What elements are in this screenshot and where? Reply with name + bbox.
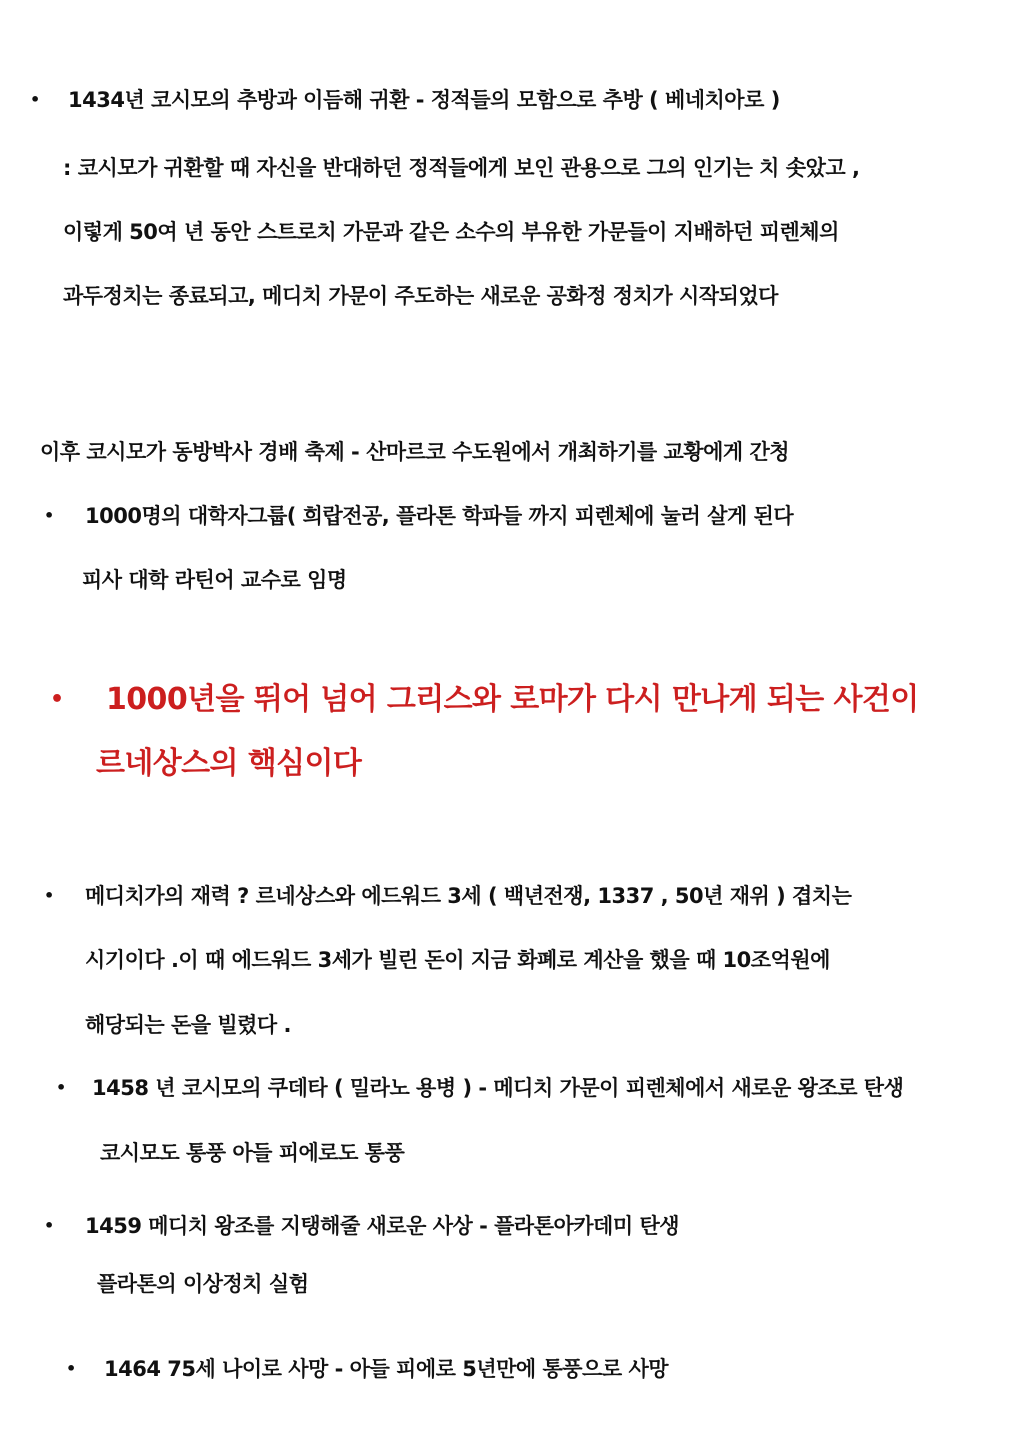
section2-heading: 이후 코시모가 동방박사 경배 축제 - 산마르코 수도원에서 개최하기를 교황에게 간청 <box>40 440 790 464</box>
section2-text-line: 피사 대학 라틴어 교수로 임명 <box>82 568 347 592</box>
highlight-text-line: 1000년을 뛰어 넘어 그리스와 로마가 다시 만나게 되는 사건이 <box>106 682 919 717</box>
section2-text-line: 1000명의 대학자그룹( 희랍전공, 플라톤 학파들 까지 피렌체에 눌러 살게 된다 <box>85 504 794 528</box>
section4-heading: 1458 년 코시모의 쿠데타 ( 밀라노 용병 ) - 메디치 가문이 피렌체에서 새로운 왕조로 탄생 <box>92 1076 904 1100</box>
section6-heading: 1464 75세 나이로 사망 - 아들 피에로 5년만에 통풍으로 사망 <box>104 1357 669 1381</box>
section5-text-line: 플라톤의 이상정치 실험 <box>97 1272 309 1296</box>
section4-text-line: 코시모도 통풍 아들 피에로도 통풍 <box>100 1141 405 1165</box>
highlight-text-line: 르네상스의 핵심이다 <box>96 746 362 781</box>
bullet-marker: • <box>50 687 65 712</box>
section3-text-line: 해당되는 돈을 빌렸다 . <box>85 1013 291 1037</box>
bullet-marker: • <box>44 506 55 525</box>
section3-text-line: 시기이다 .이 때 에드워드 3세가 빌린 돈이 지금 화폐로 계산을 했을 때 10조억원에 <box>85 948 830 972</box>
bullet-marker: • <box>56 1078 67 1097</box>
section5-heading: 1459 메디치 왕조를 지탱해줄 새로운 사상 - 플라톤아카데미 탄생 <box>85 1214 680 1238</box>
bullet-marker: • <box>44 1216 55 1235</box>
section1-text-line: : 코시모가 귀환할 때 자신을 반대하던 정적들에게 보인 관용으로 그의 인기는 치 솟았고 , <box>63 156 860 180</box>
bullet-marker: • <box>66 1359 77 1378</box>
section3-heading: 메디치가의 재력 ? 르네상스와 에드워드 3세 ( 백년전쟁, 1337 , 50년 재위 ) 겹치는 <box>85 884 852 908</box>
section1-text-line: 과두정치는 종료되고, 메디치 가문이 주도하는 새로운 공화정 정치가 시작되었다 <box>63 284 778 308</box>
section1-heading: 1434년 코시모의 추방과 이듬해 귀환 - 정적들의 모함으로 추방 ( 베네치아로 ) <box>68 88 780 112</box>
bullet-marker: • <box>30 90 41 109</box>
bullet-marker: • <box>44 886 55 905</box>
section1-text-line: 이렇게 50여 년 동안 스트로치 가문과 같은 소수의 부유한 가문들이 지배하던 피렌체의 <box>63 220 839 244</box>
